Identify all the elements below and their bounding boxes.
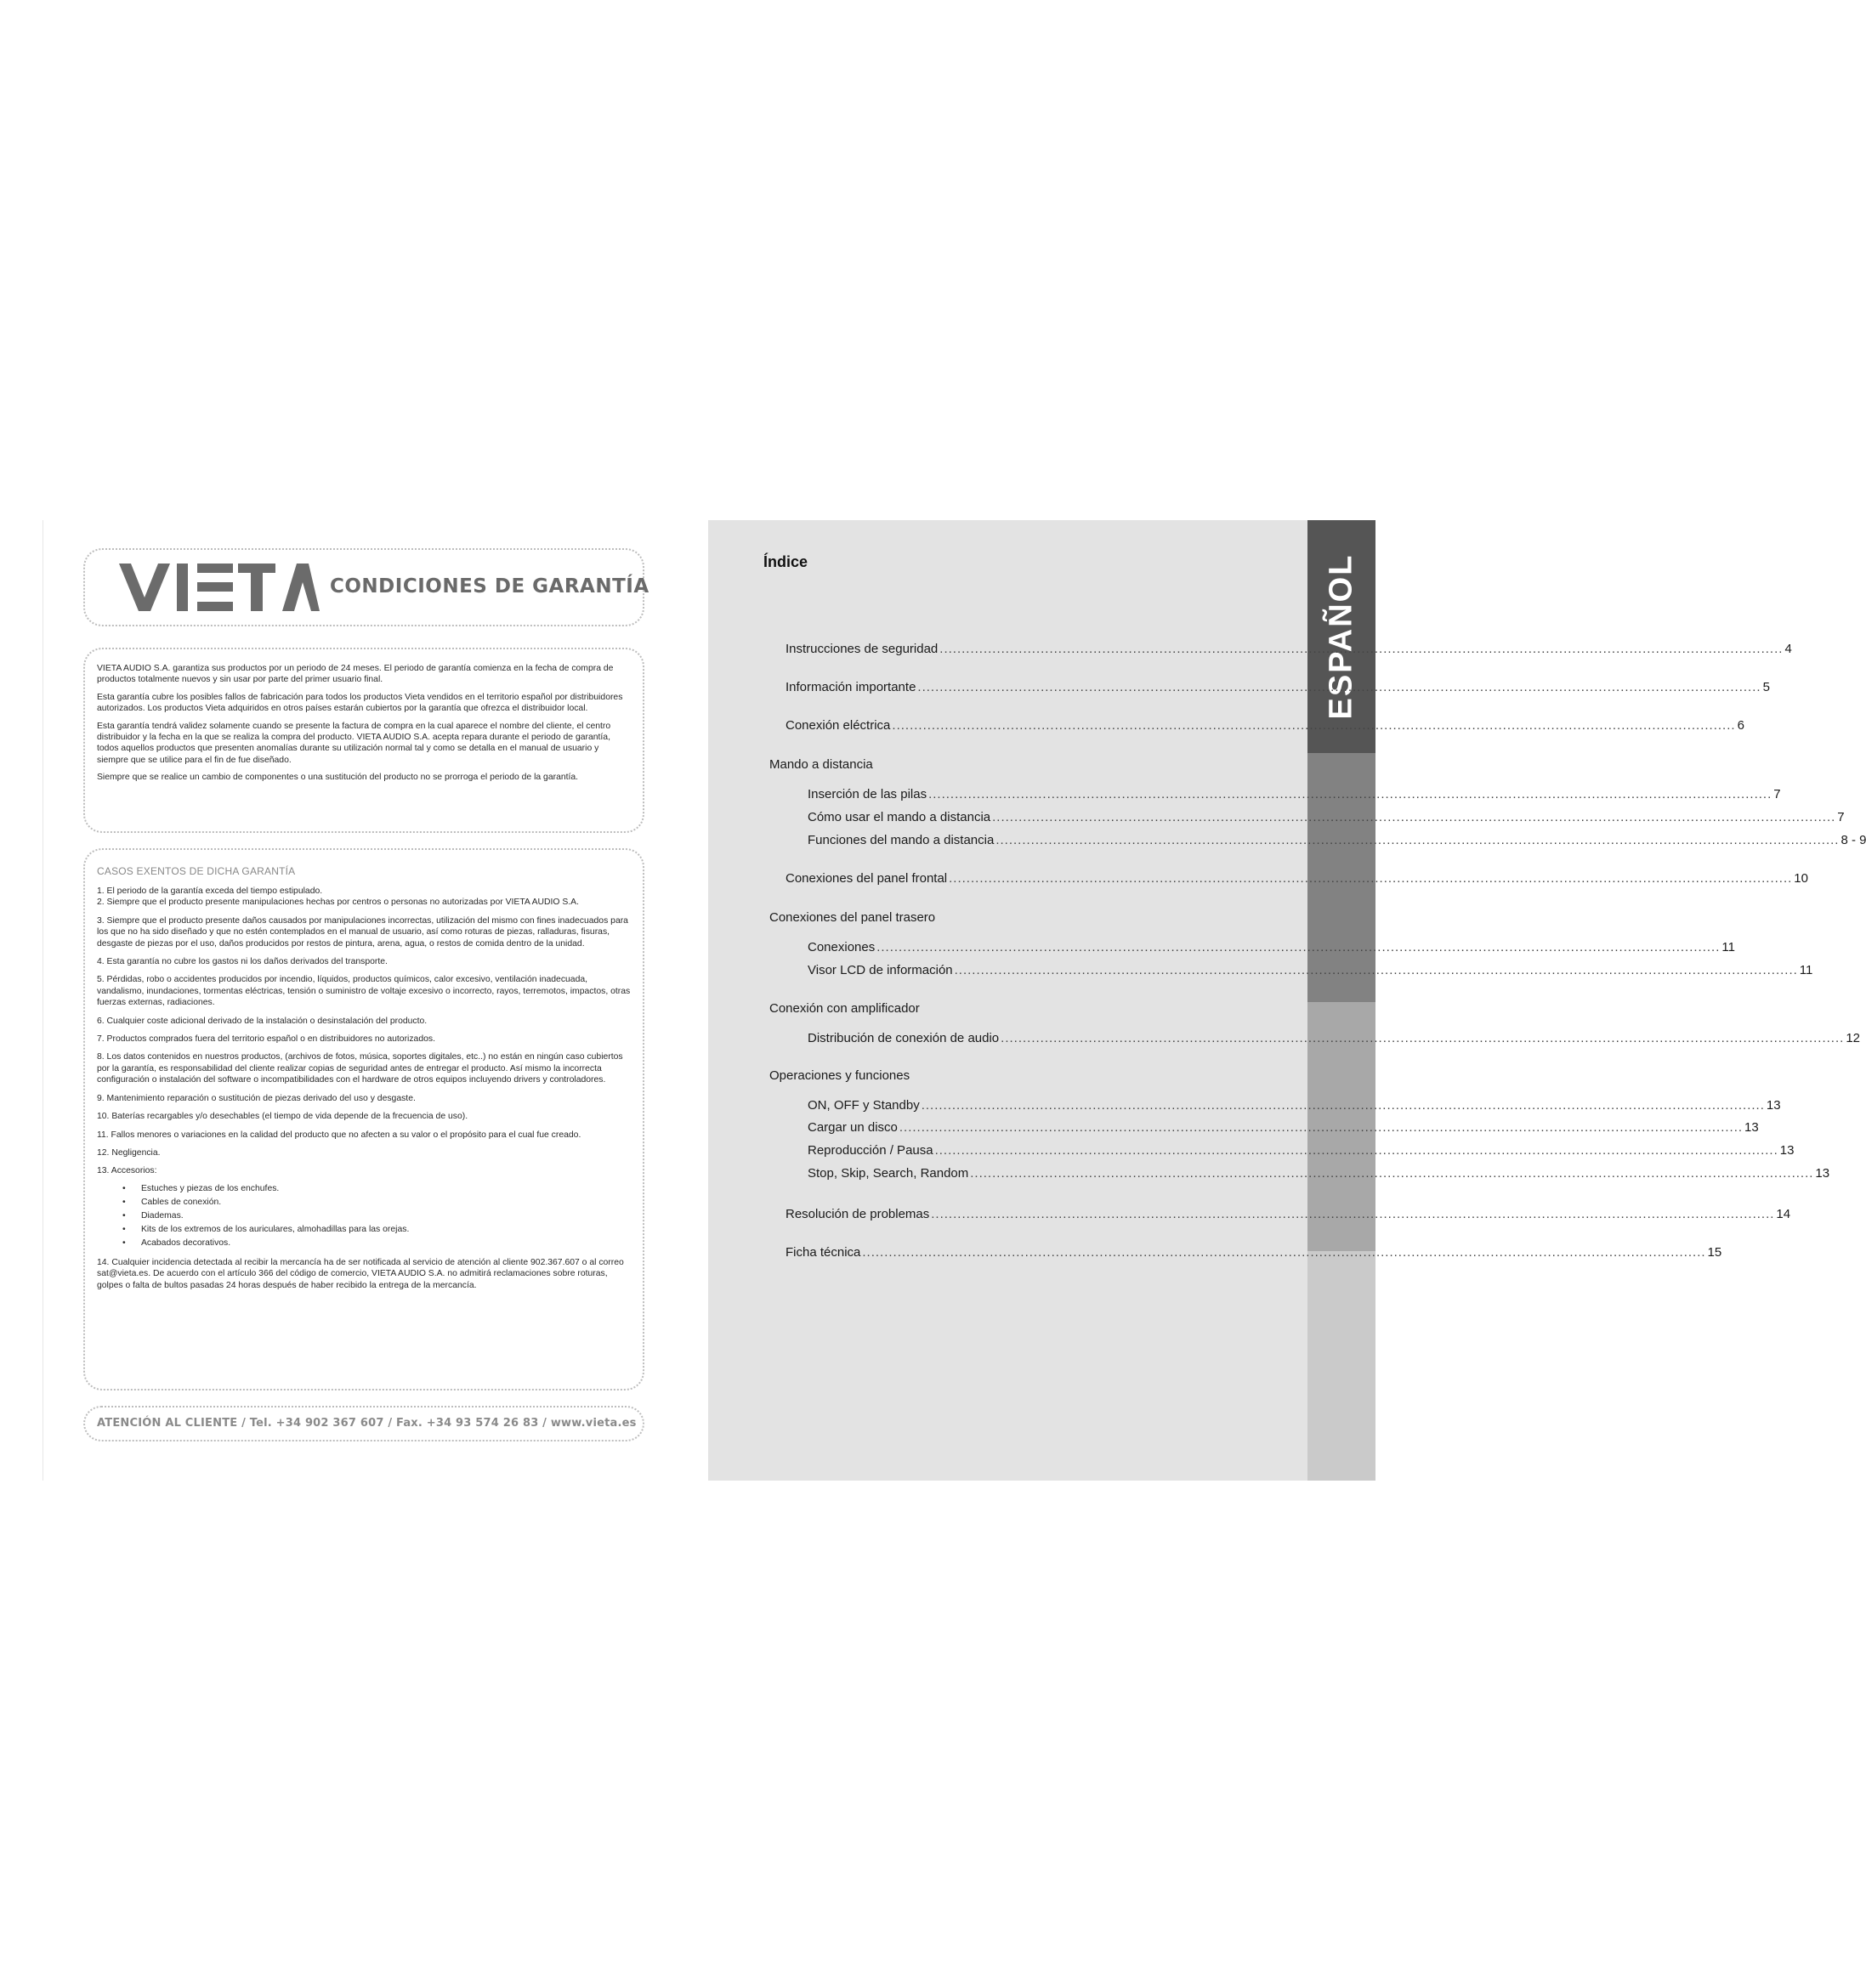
warranty-intro xyxy=(83,648,644,833)
toc-page: 5 xyxy=(1762,680,1770,694)
toc-label: Reproducción / Pausa xyxy=(808,1143,933,1158)
index-page xyxy=(708,520,1307,1481)
accessory-text: Diademas. xyxy=(141,1210,184,1221)
toc-label: Instrucciones de seguridad xyxy=(786,642,939,656)
toc-page: 7 xyxy=(1837,810,1845,824)
toc-label: Inserción de las pilas xyxy=(808,787,927,801)
accessory-text: Acabados decorativos. xyxy=(141,1238,231,1248)
list-item xyxy=(122,1182,631,1196)
toc-entry[interactable] xyxy=(786,1207,1791,1221)
toc-label: Resolución de problemas xyxy=(786,1207,930,1221)
exempt-item: 3. Siempre que el producto presente daños causados por manipulaciones incorrectas, utilización del mismo con fines inadecuados para los que no ha sido diseñado y que no estén contemplados en el manual de usuario, así como roturas de piezas, ralladuras, fisuras, desgaste de piezas por el uso, daños producidos por restos de pintura, arena, agua, o restos de comida dentro de la unidad. xyxy=(97,915,628,949)
toc-entry[interactable] xyxy=(808,1143,1795,1158)
exempt-item: 4. Esta garantía no cubre los gastos ni los daños derivados del transporte. xyxy=(97,957,388,967)
toc-entry[interactable] xyxy=(808,963,1813,977)
toc-leader: ................................................................................................................................................................................................ xyxy=(995,833,1840,847)
toc-label: Stop, Skip, Search, Random xyxy=(808,1166,969,1181)
exempt-title: CASOS EXENTOS DE DICHA GARANTÍA xyxy=(97,865,296,877)
toc-entry[interactable] xyxy=(808,1166,1830,1181)
exempt-item: 5. Pérdidas, robo o accidentes producidos por incendio, líquidos, productos químicos, calor excesivo, ventilación inadecuada, vandalismo, inundaciones, tormentas eléctricas, tensión o suministro de voltaje excesivo o incorrecto, rayos, terremotos, impactos, otras fuerzas externas, radiaciones. xyxy=(97,975,631,1008)
toc-page: 7 xyxy=(1773,787,1781,801)
bullet-icon: • xyxy=(122,1210,126,1221)
accessories-list xyxy=(97,1182,631,1250)
toc-page: 13 xyxy=(1815,1166,1830,1181)
list-item xyxy=(122,1237,631,1250)
toc-leader: ................................................................................................................................................................................................ xyxy=(934,1143,1778,1158)
toc-page: 6 xyxy=(1737,718,1744,733)
toc-page: 13 xyxy=(1779,1143,1795,1158)
toc-label: Cómo usar el mando a distancia xyxy=(808,810,991,824)
exempt-item: 11. Fallos menores o variaciones en la calidad del producto que no afecten a su valor o el propósito para el cual fue creado. xyxy=(97,1130,581,1140)
exempt-item: 1. El periodo de la garantía exceda del tiempo estipulado. 2. Siempre que el producto presente manipulaciones hechas por centros o personas no autorizadas por VIETA AUDIO S.A. xyxy=(97,886,579,908)
exempt-item: 9. Mantenimiento reparación o sustitución de piezas derivado del uso y desgaste. xyxy=(97,1093,416,1103)
tab-label: ESPAÑOL xyxy=(1323,553,1359,720)
toc-leader: ................................................................................................................................................................................................ xyxy=(876,940,1721,954)
toc-page: 11 xyxy=(1799,963,1813,977)
toc-leader: ................................................................................................................................................................................................ xyxy=(892,718,1736,733)
toc-leader: ................................................................................................................................................................................................ xyxy=(921,1098,1765,1113)
toc-page: 12 xyxy=(1846,1031,1860,1045)
toc-entry[interactable] xyxy=(786,718,1744,733)
bullet-icon: • xyxy=(122,1224,126,1234)
toc-label: ON, OFF y Standby xyxy=(808,1098,920,1113)
exempt-item: 7. Productos comprados fuera del territorio español o en distribuidores no autorizados. xyxy=(97,1034,435,1045)
toc-section-heading: Conexiones del panel trasero xyxy=(769,910,936,925)
toc-page: 15 xyxy=(1707,1245,1722,1260)
toc-entry[interactable] xyxy=(808,810,1845,824)
intro-paragraph: Siempre que se realice un cambio de componentes o una sustitución del producto no se prorroga el periodo de la garantía. xyxy=(97,773,579,783)
toc-leader: ................................................................................................................................................................................................ xyxy=(949,871,1793,886)
exempt-item: 13. Accesorios: xyxy=(97,1166,157,1176)
toc-entry[interactable] xyxy=(808,833,1866,847)
vieta-logo xyxy=(119,562,320,613)
toc-page: 11 xyxy=(1721,940,1735,954)
toc-page: 13 xyxy=(1744,1120,1759,1135)
toc-section-heading: Mando a distancia xyxy=(769,757,873,772)
toc-label: Información importante xyxy=(786,680,916,694)
language-tabs xyxy=(1307,520,1375,1481)
warranty-title: CONDICIONES DE GARANTÍA xyxy=(330,575,649,598)
toc-entry[interactable] xyxy=(786,871,1808,886)
toc-entry[interactable] xyxy=(786,680,1770,694)
index-title: Índice xyxy=(763,553,808,570)
toc-page: 13 xyxy=(1766,1098,1781,1113)
toc-section-heading: Conexión con amplificador xyxy=(769,1001,920,1016)
toc-label: Ficha técnica xyxy=(786,1245,861,1260)
toc-entry[interactable] xyxy=(786,642,1792,656)
bullet-icon: • xyxy=(122,1183,126,1193)
intro-paragraph: VIETA AUDIO S.A. garantiza sus productos por un periodo de 24 meses. El periodo de garantía comienza en la fecha de compra de productos totalmente nuevos y sin usar por parte del primer usuario final. xyxy=(97,664,614,685)
toc-leader: ................................................................................................................................................................................................ xyxy=(862,1245,1706,1260)
list-item xyxy=(122,1223,631,1237)
exempt-item: 12. Negligencia. xyxy=(97,1147,161,1158)
toc-leader: ................................................................................................................................................................................................ xyxy=(939,642,1784,656)
exempt-item: 8. Los datos contenidos en nuestros productos, (archivos de fotos, música, soportes digitales, etc..) no están en ningún caso cubiertos por la garantía, es responsabilidad del cliente realizar copias de seguridad antes de entregar el producto. Así mismo la incorrecta configuración o instalación del software o incompatibilidades con el hardware de otros equipos incluyendo drivers y controladores. xyxy=(97,1052,623,1085)
toc-label: Conexión eléctrica xyxy=(786,718,891,733)
intro-paragraph: Esta garantía tendrá validez solamente cuando se presente la factura de compra en la cual aparece el nombre del cliente, el centro distribuidor y la fecha en la que se realiza la compra del producto. VIETA AUDIO S.A. acepta repara durante el periodo de garantía, todos aquellos productos que presenten anomalías durante su utilización normal tal y como se detalla en el manual de usuario y siempre que se utilice para el fin de fue diseñado. xyxy=(97,721,611,765)
toc-page: 14 xyxy=(1776,1207,1791,1221)
toc-entry[interactable] xyxy=(808,1120,1759,1135)
toc-leader: ................................................................................................................................................................................................ xyxy=(917,680,1761,694)
toc-entry[interactable] xyxy=(808,787,1781,801)
accessory-text: Cables de conexión. xyxy=(141,1197,222,1207)
exempt-cases xyxy=(83,848,644,1390)
contact-line: ATENCIÓN AL CLIENTE / Tel. +34 902 367 607 / Fax. +34 93 574 26 83 / www.vieta.es xyxy=(97,1417,637,1430)
toc-leader: ................................................................................................................................................................................................ xyxy=(992,810,1836,824)
toc-entry[interactable] xyxy=(808,1031,1860,1045)
toc-section-heading: Operaciones y funciones xyxy=(769,1068,910,1083)
toc-page: 10 xyxy=(1794,871,1808,886)
intro-paragraph: Esta garantía cubre los posibles fallos de fabricación para todos los productos Vieta vendidos en el territorio español por distribuidores autorizados. Los productos Vieta adquiridos en otros países estarán cubiertos por la garantía que ofrezca el distribuidor local. xyxy=(97,692,623,714)
toc-label: Distribución de conexión de audio xyxy=(808,1031,1000,1045)
accessory-text: Kits de los extremos de los auriculares, almohadillas para las orejas. xyxy=(141,1224,410,1234)
tab-section-4[interactable] xyxy=(1307,1251,1375,1481)
toc-leader: ................................................................................................................................................................................................ xyxy=(954,963,1798,977)
customer-service-footer xyxy=(83,1406,644,1441)
toc-entry[interactable] xyxy=(786,1245,1722,1260)
toc-entry[interactable] xyxy=(808,940,1735,954)
toc-leader: ................................................................................................................................................................................................ xyxy=(928,787,1772,801)
toc-leader: ................................................................................................................................................................................................ xyxy=(931,1207,1775,1221)
toc-label: Cargar un disco xyxy=(808,1120,898,1135)
toc-entry[interactable] xyxy=(808,1098,1781,1113)
toc-leader: ................................................................................................................................................................................................ xyxy=(1001,1031,1845,1045)
toc-page: 4 xyxy=(1784,642,1792,656)
toc-page: 8 - 9 xyxy=(1840,833,1866,847)
accessory-text: Estuches y piezas de los enchufes. xyxy=(141,1183,280,1193)
bullet-icon: • xyxy=(122,1238,126,1248)
exempt-item: 10. Baterías recargables y/o desechables (el tiempo de vida depende de la frecuencia de uso). xyxy=(97,1112,468,1122)
toc-leader: ................................................................................................................................................................................................ xyxy=(899,1120,1744,1135)
list-item xyxy=(122,1196,631,1209)
toc-label: Conexiones del panel frontal xyxy=(786,871,948,886)
exempt-item: 6. Cualquier coste adicional derivado de la instalación o desinstalación del producto. xyxy=(97,1016,428,1026)
toc-leader: ................................................................................................................................................................................................ xyxy=(970,1166,1814,1181)
exempt-item: 14. Cualquier incidencia detectada al recibir la mercancía ha de ser notificada al servicio de atención al cliente 902.367.607 o al correo sat@vieta.es. De acuerdo con el artículo 366 del código de comercio, VIETA AUDIO S.A. no admitirá reclamaciones sobre roturas, golpes o falta de bultos pasadas 24 horas después de haber recibido la entrega de la mercancía. xyxy=(97,1257,624,1290)
toc-label: Conexiones xyxy=(808,940,876,954)
bullet-icon: • xyxy=(122,1197,126,1207)
list-item xyxy=(122,1209,631,1223)
toc-label: Funciones del mando a distancia xyxy=(808,833,995,847)
warranty-header xyxy=(83,548,649,626)
toc-label: Visor LCD de información xyxy=(808,963,953,977)
